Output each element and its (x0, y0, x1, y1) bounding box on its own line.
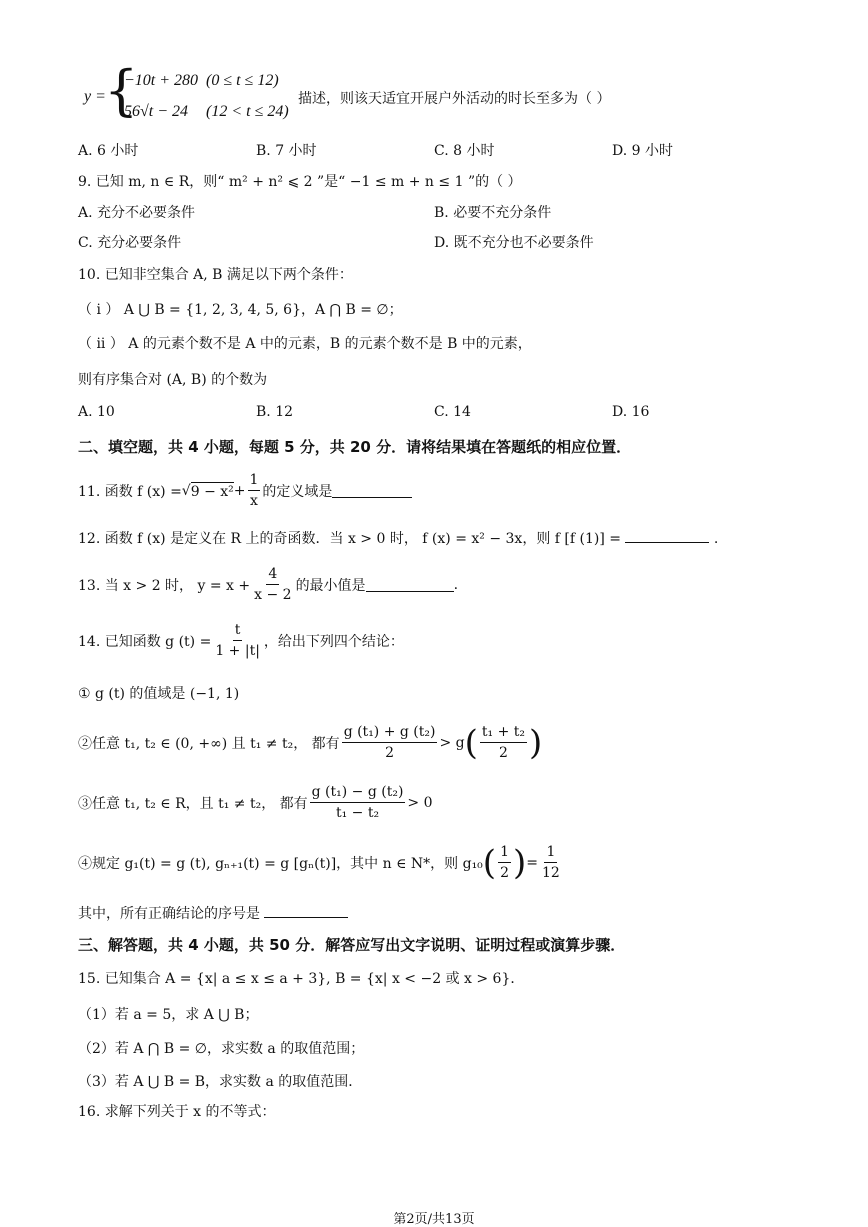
section3-heading: 三、解答题，共 4 小题，共 50 分．解答应写出文字说明、证明过程或演算步骤． (78, 936, 626, 954)
q8-cond1: (0 ≤ t ≤ 12) (206, 72, 279, 89)
q13-end: . (453, 576, 459, 593)
q14-s4-rden: 12 (541, 865, 560, 881)
q9-stem: 9. 已知 m, n ∈ R，则“ m² + n² ⩽ 2 ”是“ −1 ≤ m + n ≤ 1 ”的（ ） (78, 174, 522, 190)
q14-s2-rnum: t₁ + t₂ (480, 722, 527, 743)
q10-stem: 10. 已知非空集合 A, B 满足以下两个条件： (78, 267, 353, 283)
q8-option-c: C. 8 小时 (434, 143, 495, 159)
q9-option-d: D. 既不充分也不必要条件 (434, 235, 594, 251)
q14-s4-rnum: 1 (544, 842, 557, 863)
q13-fraction (252, 564, 293, 605)
q14-s4-anum: 1 (498, 842, 511, 863)
q10-option-a: A. 10 (78, 404, 115, 420)
q11 (78, 470, 412, 511)
q14-stem (78, 620, 404, 661)
q14-frac-num: t (233, 620, 243, 641)
q14-fraction (213, 620, 262, 661)
q14-statement-1: ① g (t) 的值域是 (−1, 1) (78, 686, 240, 702)
q11-sqrt: 9 − x² (190, 483, 234, 500)
q9-option-c: C. 充分必要条件 (78, 235, 182, 251)
q14-s4-arg-fraction (498, 842, 511, 883)
q8-option-d: D. 9 小时 (612, 143, 673, 159)
q8-y-label: y = (84, 88, 106, 105)
q14-s2-fraction (342, 722, 438, 763)
q8-option-b: B. 7 小时 (256, 143, 317, 159)
right-paren-icon: ) (512, 842, 527, 883)
q8-stem: 描述，则该天适宜开展户外活动的时长至多为（ ） (298, 91, 611, 107)
q8-option-a: A. 6 小时 (78, 143, 139, 159)
q14-s3-fraction (310, 782, 406, 823)
right-paren-icon: ) (529, 722, 543, 763)
q11-suffix: 的定义域是 (262, 483, 333, 500)
q14-ask: 其中，所有正确结论的序号是 (78, 906, 260, 922)
q14-prefix: 14. 已知函数 g (t) = (78, 633, 212, 650)
q14-frac-den: 1 + |t| (215, 643, 260, 659)
q10-option-c: C. 14 (434, 404, 471, 420)
q15-part-1: （1）若 a = 5，求 A ⋃ B； (78, 1007, 259, 1023)
q8-cond2: (12 < t ≤ 24) (206, 103, 289, 120)
q14-suffix: ，给出下列四个结论： (263, 633, 404, 650)
q14-statement-3 (78, 782, 433, 823)
q16-stem: 16. 求解下列关于 x 的不等式： (78, 1104, 276, 1120)
q13-frac-num: 4 (266, 564, 279, 585)
q9-option-b: B. 必要不充分条件 (434, 205, 552, 221)
piecewise-brace: { (104, 59, 139, 122)
q13-frac-den: x − 2 (254, 587, 292, 603)
q14-s4-aden: 2 (500, 865, 509, 881)
q14-s2-mid: > g (439, 734, 465, 751)
left-paren-icon: ( (482, 842, 497, 883)
q10-option-b: B. 12 (256, 404, 294, 420)
q14-s4-eq: = (526, 854, 538, 871)
q14-statement-4 (78, 842, 564, 883)
q13 (78, 564, 458, 605)
q14-ask-line (78, 903, 348, 923)
q10-cond1: （ i ） A ⋃ B = {1, 2, 3, 4, 5, 6}，A ⋂ B = ∅； (78, 302, 403, 318)
q11-fraction (248, 470, 261, 511)
q11-plus: + (233, 482, 246, 499)
q11-prefix: 11. 函数 f (x) = (78, 483, 182, 500)
q11-answer-blank[interactable] (332, 483, 412, 498)
q8-piece2: 56√t − 24 (124, 103, 189, 120)
q13-answer-blank[interactable] (366, 577, 454, 592)
q14-s3-num: g (t₁) − g (t₂) (310, 782, 406, 803)
q8-piece1: −10t + 280 (124, 72, 199, 89)
q10-ask: 则有序集合对 (A, B) 的个数为 (78, 372, 268, 388)
q14-s2-right-fraction (480, 722, 527, 763)
q14-s3-prefix: ③任意 t₁, t₂ ∈ R，且 t₁ ≠ t₂， 都有 (78, 795, 308, 812)
sqrt-icon: √ (181, 482, 191, 499)
left-paren-icon: ( (464, 722, 478, 763)
q11-frac-num: 1 (248, 470, 261, 491)
q12 (78, 528, 718, 548)
section2-heading: 二、填空题，共 4 小题，每题 5 分，共 20 分．请将结果填在答题纸的相应位置． (78, 438, 632, 456)
q14-s4-result-fraction (540, 842, 562, 883)
q14-s3-suffix: > 0 (407, 794, 433, 811)
q14-answer-blank[interactable] (264, 903, 348, 918)
q15-part-3: （3）若 A ⋃ B = B，求实数 a 的取值范围． (78, 1074, 363, 1090)
q14-s2-den: 2 (385, 745, 395, 761)
q13-prefix: 13. 当 x > 2 时， y = x + (78, 577, 251, 594)
q10-option-d: D. 16 (612, 404, 650, 420)
q12-end: . (713, 531, 719, 547)
q14-s2-num: g (t₁) + g (t₂) (342, 722, 438, 743)
q15-stem: 15. 已知集合 A = {x| a ≤ x ≤ a + 3}, B = {x| x < −2 或 x > 6}． (78, 971, 525, 987)
q14-s3-den: t₁ − t₂ (335, 805, 380, 821)
q14-s2-prefix: ②任意 t₁, t₂ ∈ (0, +∞) 且 t₁ ≠ t₂， 都有 (78, 735, 340, 752)
q15-part-2: （2）若 A ⋂ B = ∅，求实数 a 的取值范围； (78, 1041, 365, 1057)
q12-answer-blank[interactable] (625, 528, 709, 543)
q10-cond2: （ ii ） A 的元素个数不是 A 中的元素，B 的元素个数不是 B 中的元素， (78, 336, 532, 352)
q14-s4-prefix: ④规定 g₁(t) = g (t), gₙ₊₁(t) = g [gₙ(t)]，其中 n ∈ N*，则 g₁₀ (78, 855, 483, 872)
page-footer: 第2页/共13页 (393, 1212, 475, 1227)
q13-suffix: 的最小值是 (295, 577, 366, 594)
q14-statement-2 (78, 722, 542, 763)
q12-text: 12. 函数 f (x) 是定义在 R 上的奇函数．当 x > 0 时， f (x) = x² − 3x，则 f [f (1)] = (78, 531, 621, 547)
q14-s2-rden: 2 (498, 745, 508, 761)
q9-option-a: A. 充分不必要条件 (78, 205, 196, 221)
q11-frac-den: x (250, 493, 258, 509)
